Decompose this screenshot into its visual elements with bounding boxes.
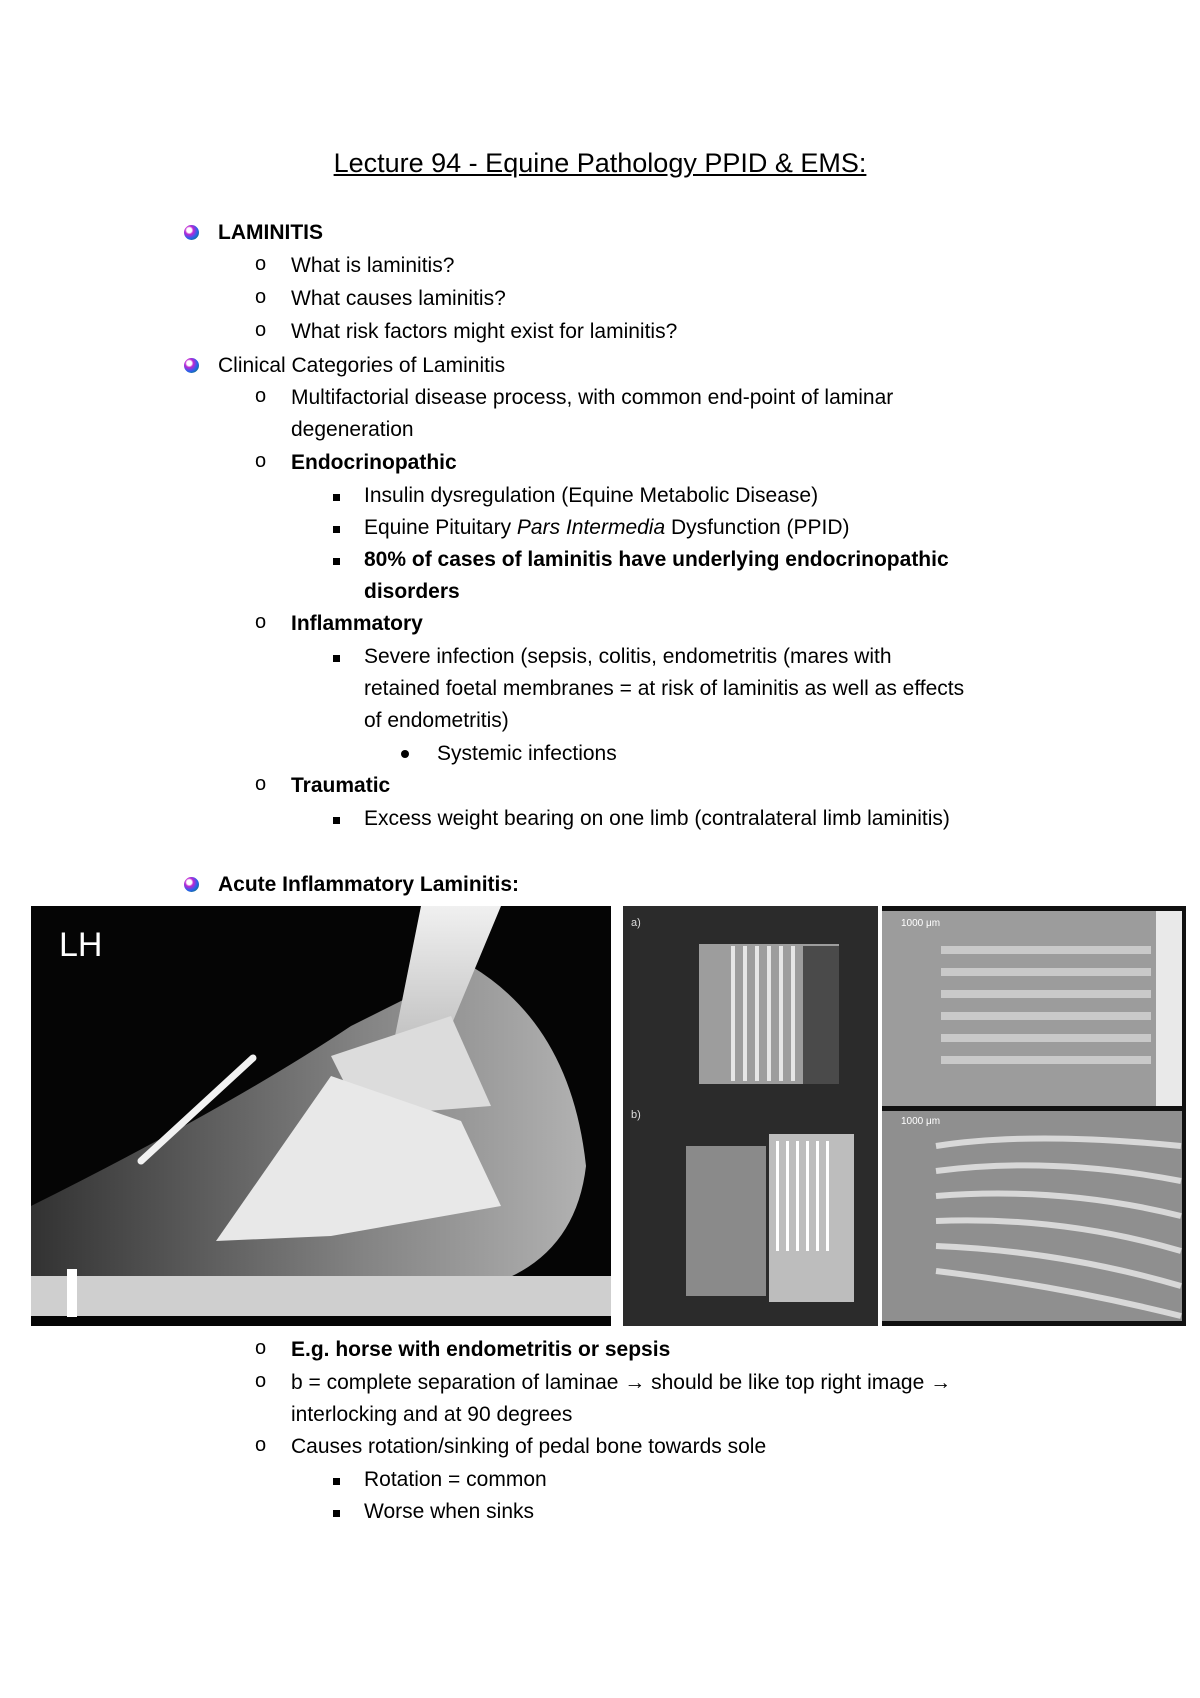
list-item: What risk factors might exist for laminitis? <box>291 320 678 343</box>
bullet-icon <box>184 225 199 240</box>
circle-bullet-icon: o <box>255 1370 267 1392</box>
ppid-text-post: Dysfunction (PPID) <box>665 516 850 539</box>
square-bullet-icon <box>333 655 340 662</box>
list-item-continuation: disorders <box>364 580 460 603</box>
square-bullet-icon <box>333 1478 340 1485</box>
category-endocrinopathic: Endocrinopathic <box>291 451 457 474</box>
list-item-ppid <box>364 516 850 540</box>
xray-block <box>31 1276 611 1316</box>
list-item: What is laminitis? <box>291 254 455 277</box>
list-item: Excess weight bearing on one limb (contralateral limb laminitis) <box>364 807 950 830</box>
category-inflammatory: Inflammatory <box>291 612 423 635</box>
list-item-continuation: of endometritis) <box>364 709 509 732</box>
list-item: Causes rotation/sinking of pedal bone towards sole <box>291 1435 767 1458</box>
circle-bullet-icon: o <box>255 611 267 633</box>
laminitis-figure <box>31 906 1186 1326</box>
bullet-icon <box>184 877 199 892</box>
section-heading-acute: Acute Inflammatory Laminitis: <box>218 873 520 896</box>
list-item-continuation: interlocking and at 90 degrees <box>291 1403 573 1426</box>
circle-bullet-icon: o <box>255 385 267 407</box>
section-heading-laminitis: LAMINITIS <box>218 221 323 244</box>
square-bullet-icon <box>333 817 340 824</box>
scale-bar-bottom-label: 1000 μm <box>901 1116 941 1127</box>
list-item: 80% of cases of laminitis have underlying endocrinopathic <box>364 548 949 571</box>
circle-bullet-icon: o <box>255 773 267 795</box>
list-item: What causes laminitis? <box>291 287 506 310</box>
bullet-icon <box>184 358 199 373</box>
square-bullet-icon <box>333 558 340 565</box>
section-heading-clinical: Clinical Categories of Laminitis <box>218 354 506 377</box>
list-item: b = complete separation of laminae → should be like top right image → <box>291 1371 952 1394</box>
dot-bullet-icon <box>401 750 409 758</box>
ppid-text-pre: Equine Pituitary <box>364 516 517 539</box>
histology-top <box>882 911 1182 1106</box>
list-item: Rotation = common <box>364 1468 547 1491</box>
xray-label: LH <box>59 926 103 964</box>
figure-svg <box>31 906 1186 1326</box>
specimen-bottom-right <box>769 1134 854 1302</box>
list-item: Severe infection (sepsis, colitis, endometritis (mares with <box>364 645 892 668</box>
panel-divider-2 <box>878 906 882 1326</box>
category-traumatic: Traumatic <box>291 774 391 797</box>
square-bullet-icon <box>333 526 340 533</box>
circle-bullet-icon: o <box>255 1337 267 1359</box>
list-item: Worse when sinks <box>364 1500 535 1523</box>
circle-bullet-icon: o <box>255 1434 267 1456</box>
list-item: E.g. horse with endometritis or sepsis <box>291 1338 671 1361</box>
ppid-text-italic: Pars Intermedia <box>516 516 666 539</box>
square-bullet-icon <box>333 1510 340 1517</box>
panel-label-a: a) <box>631 917 641 929</box>
square-bullet-icon <box>333 494 340 501</box>
list-item-continuation: degeneration <box>291 418 414 441</box>
list-item: Systemic infections <box>437 742 617 765</box>
specimen-bottom-left <box>686 1146 766 1296</box>
page-title: Lecture 94 - Equine Pathology PPID & EMS: <box>333 148 867 178</box>
circle-bullet-icon: o <box>255 286 267 308</box>
panel-label-b: b) <box>631 1109 641 1121</box>
circle-bullet-icon: o <box>255 450 267 472</box>
list-item-continuation: retained foetal membranes = at risk of laminitis as well as effects <box>364 677 965 700</box>
circle-bullet-icon: o <box>255 319 267 341</box>
nail-marker <box>67 1269 77 1317</box>
panel-divider <box>611 906 623 1326</box>
list-item: Insulin dysregulation (Equine Metabolic Disease) <box>364 484 819 507</box>
scale-bar-top-label: 1000 μm <box>901 918 941 929</box>
list-item: Multifactorial disease process, with common end-point of laminar <box>291 386 894 409</box>
circle-bullet-icon: o <box>255 253 267 275</box>
